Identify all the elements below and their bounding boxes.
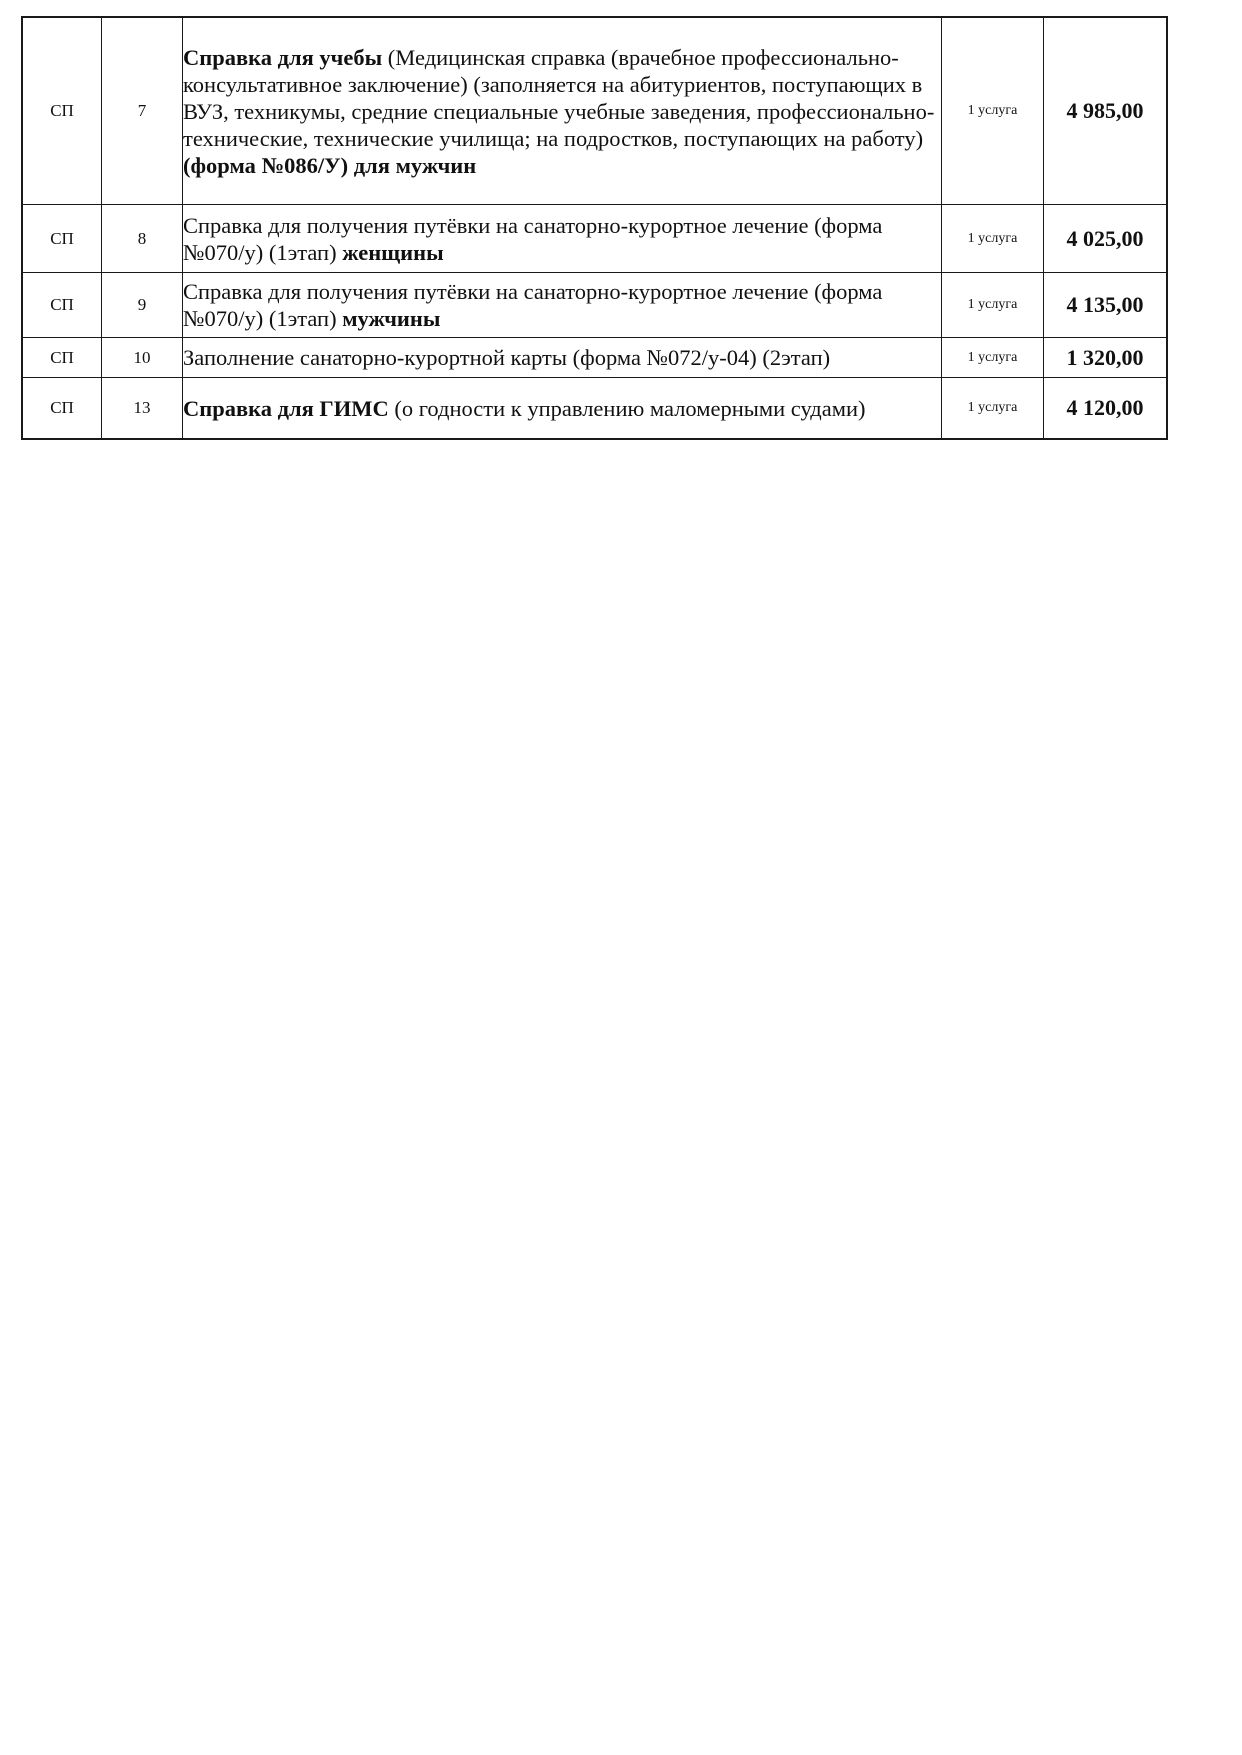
service-number-cell: 10 — [102, 338, 183, 378]
price-table — [21, 16, 1168, 440]
service-description-text: Справка для получения путёвки на санаторно-курортное лечение (форма №070/у) (1этап) — [183, 212, 883, 265]
service-gender-note: мужчины — [342, 306, 441, 331]
service-unit-cell: 1 услуга — [942, 205, 1044, 273]
table-row — [22, 205, 1167, 273]
service-price-cell: 1 320,00 — [1044, 338, 1168, 378]
service-number-cell: 8 — [102, 205, 183, 273]
service-unit-cell: 1 услуга — [942, 338, 1044, 378]
service-code-cell: СП — [22, 273, 102, 338]
service-code-cell: СП — [22, 338, 102, 378]
service-description-cell — [183, 378, 942, 440]
service-unit-cell: 1 услуга — [942, 273, 1044, 338]
table-row — [22, 378, 1167, 440]
service-unit-cell: 1 услуга — [942, 17, 1044, 205]
table-row — [22, 273, 1167, 338]
service-description-text: (Медицинская справка (врачебное профессионально-консультативное заключение) (заполняется на абитуриентов, поступающих в ВУЗ, техникумы, средние специальные учебные заведения, профессионально-технические, технические училища; на подростков, поступающих на работу) — [183, 44, 935, 151]
service-title: Справка для ГИМС — [183, 395, 389, 421]
service-description-cell — [183, 273, 942, 338]
service-price-cell: 4 985,00 — [1044, 17, 1168, 205]
service-description-text: Заполнение санаторно-курортной карты (форма №072/у-04) (2этап) — [183, 345, 831, 370]
service-description-text: Справка для получения путёвки на санаторно-курортное лечение (форма №070/у) (1этап) — [183, 279, 883, 331]
service-code-cell: СП — [22, 378, 102, 440]
table-row — [22, 17, 1167, 205]
service-unit-cell: 1 услуга — [942, 378, 1044, 440]
service-price-cell: 4 135,00 — [1044, 273, 1168, 338]
table-row — [22, 338, 1167, 378]
service-number-cell: 7 — [102, 17, 183, 205]
service-code-cell: СП — [22, 205, 102, 273]
service-form-note: (форма №086/У) для мужчин — [183, 152, 477, 178]
service-number-cell: 9 — [102, 273, 183, 338]
service-price-cell: 4 025,00 — [1044, 205, 1168, 273]
service-number-cell: 13 — [102, 378, 183, 440]
service-description-cell — [183, 338, 942, 378]
service-description-text: (о годности к управлению маломерными судами) — [388, 395, 866, 421]
service-gender-note: женщины — [342, 239, 444, 265]
service-title: Справка для учебы — [183, 44, 383, 70]
service-price-cell: 4 120,00 — [1044, 378, 1168, 440]
service-code-cell: СП — [22, 17, 102, 205]
service-description-cell — [183, 205, 942, 273]
service-description-cell — [183, 17, 942, 205]
